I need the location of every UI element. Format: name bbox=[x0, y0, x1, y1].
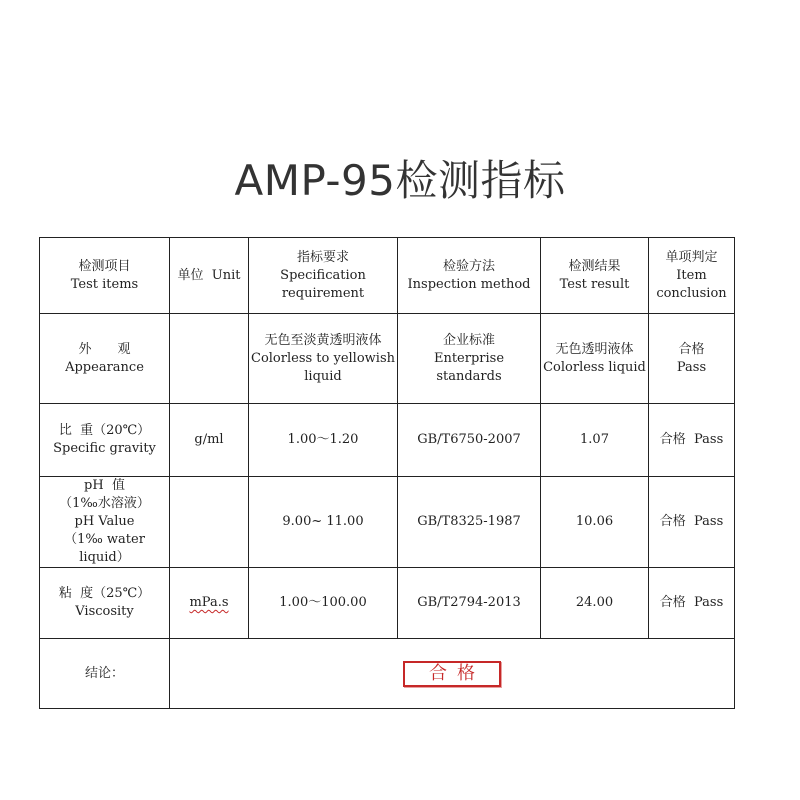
method-cell: 企业标准 Enterprise standards bbox=[398, 314, 541, 404]
table-row bbox=[40, 314, 735, 404]
pass-cell: 合格Pass bbox=[649, 314, 735, 404]
result-cell: 1.07 bbox=[541, 404, 649, 477]
conclusion-cell bbox=[170, 639, 735, 709]
spec-cell: 1.00～100.00 bbox=[249, 568, 398, 639]
item-cell: 粘 度（25℃） Viscosity bbox=[40, 568, 170, 639]
table-row bbox=[40, 568, 735, 639]
unit-cell: mPa.s bbox=[170, 568, 249, 639]
header-row bbox=[40, 238, 735, 314]
header-result: 检测结果 Test result bbox=[541, 238, 649, 314]
result-cell: 24.00 bbox=[541, 568, 649, 639]
pass-stamp: 合格 bbox=[403, 661, 501, 687]
conclusion-row bbox=[40, 639, 735, 709]
item-cell: pH 值 （1‰水溶液） pH Value （1‰ water liquid） bbox=[40, 477, 170, 568]
method-cell: GB/T2794-2013 bbox=[398, 568, 541, 639]
table-row bbox=[40, 404, 735, 477]
spec-cell: 无色至淡黄透明液体 Colorless to yellowish liquid bbox=[249, 314, 398, 404]
header-test-items: 检测项目 Test items bbox=[40, 238, 170, 314]
spec-cell: 1.00～1.20 bbox=[249, 404, 398, 477]
unit-cell bbox=[170, 477, 249, 568]
item-cell: 外 观 Appearance bbox=[40, 314, 170, 404]
header-method: 检验方法 Inspection method bbox=[398, 238, 541, 314]
method-cell: GB/T6750-2007 bbox=[398, 404, 541, 477]
conclusion-label: 结论： bbox=[40, 639, 170, 709]
result-cell: 10.06 bbox=[541, 477, 649, 568]
unit-cell: g/ml bbox=[170, 404, 249, 477]
header-unit: 单位 Unit bbox=[170, 238, 249, 314]
unit-cell bbox=[170, 314, 249, 404]
spec-cell: 9.00~ 11.00 bbox=[249, 477, 398, 568]
header-conclusion: 单项判定 Item conclusion bbox=[649, 238, 735, 314]
header-specification: 指标要求 Specification requirement bbox=[249, 238, 398, 314]
pass-cell: 合格 Pass bbox=[649, 404, 735, 477]
page-title: AMP-95检测指标 bbox=[234, 156, 566, 205]
method-cell: GB/T8325-1987 bbox=[398, 477, 541, 568]
pass-cell: 合格 Pass bbox=[649, 477, 735, 568]
spec-table bbox=[39, 237, 735, 709]
pass-cell: 合格 Pass bbox=[649, 568, 735, 639]
table-row bbox=[40, 477, 735, 568]
result-cell: 无色透明液体 Colorless liquid bbox=[541, 314, 649, 404]
item-cell: 比 重（20℃） Specific gravity bbox=[40, 404, 170, 477]
